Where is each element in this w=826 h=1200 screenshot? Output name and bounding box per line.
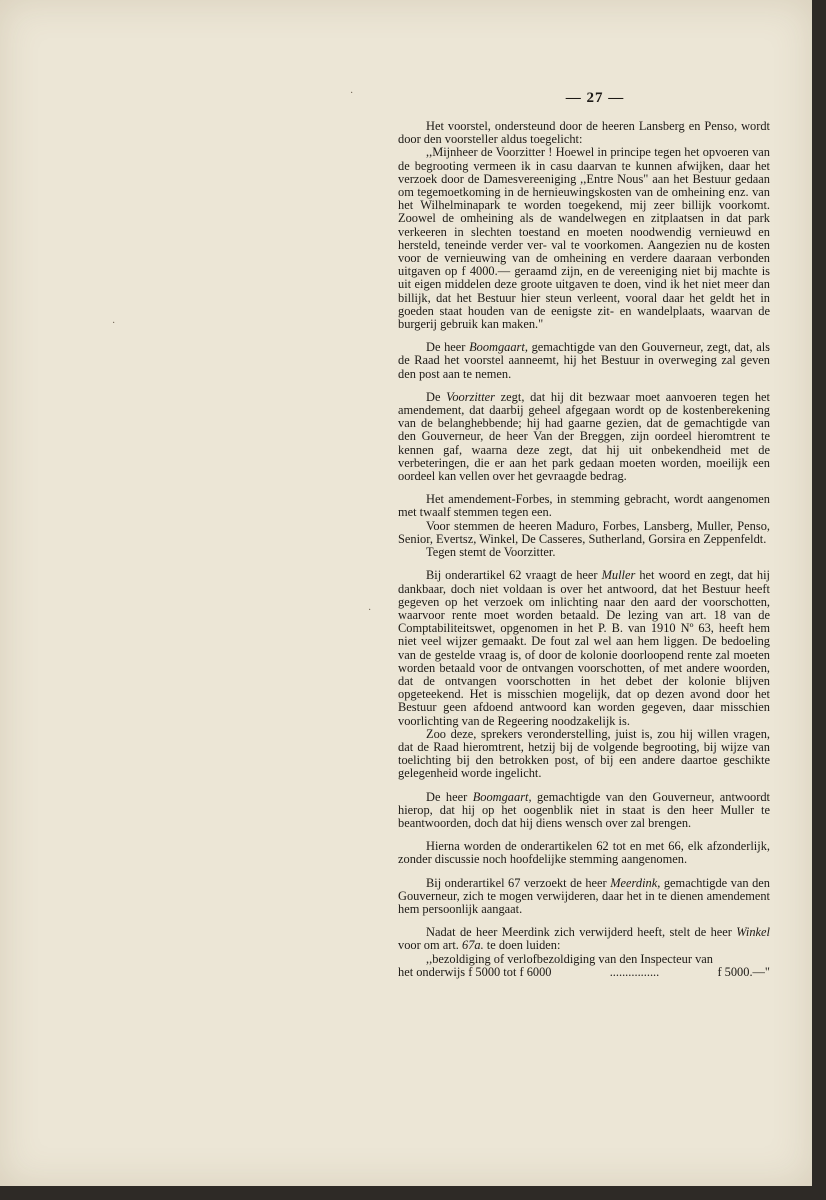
scan-edge-right [812, 0, 826, 1200]
speaker-name: Voorzitter [446, 389, 496, 404]
paragraph-meerdink: Bij onderartikel 67 verzoekt de heer Meerdink, gemachtigde van den Gouverneur, zich te mogen verwijderen, daar het in te dienen amendement hem persoonlijk aangaat. [398, 875, 770, 916]
speaker-name: Boomgaart, [472, 789, 532, 804]
speaker-name: Muller [601, 568, 636, 583]
paragraph-intro [398, 120, 770, 146]
speaker-name: Boomgaart, [469, 340, 528, 355]
scan-speck: · [368, 605, 372, 616]
speaker-name: Winkel [736, 925, 770, 940]
paragraph-boomgaart-2: De heer Boomgaart, gemachtigde van den Gouverneur, antwoordt hierop, dat hij op het oogenblik niet in staat is den heer Muller te beantwoorden, doch dat hij diens wensch over zal brengen. [398, 789, 770, 830]
text-column [398, 120, 770, 979]
paragraph-onderartikelen: Hierna worden de onderartikelen 62 tot en met 66, elk afzonderlijk, zonder discussie noch hoofdelijke stemming aangenomen. [398, 839, 770, 867]
budget-line: het onderwijs f 5000 tot f 6000 ................ f 5000.—" [398, 964, 770, 979]
paragraph-muller-cont: Zoo deze, sprekers veronderstelling, juist is, zou hij willen vragen, dat de Raad hieromtrent, hetzij bij de volgende begrooting, bij wijze van toelichting bij den betrokken post, of bij een andere daartoe geschikte gelegenheid worde ingelicht. [398, 726, 770, 781]
paragraph-quote [398, 146, 770, 331]
paragraph-winkel: Nadat de heer Meerdink zich verwijderd heeft, stelt de heer Winkel voor om art. 67a. te doen luiden: [398, 925, 770, 953]
quote-text: ,,Mijnheer de Voorzitter ! Hoewel in principe tegen het opvoeren van de begrooting vermeen ik in casu daarvan te kunnen afwijken, daar het verzoek door de Damesvereeniging ,,Entre Nous" aan het Bestuur gedaan om tegemoetkoming in de hernieuwingskosten van de omheining enz. van het Wilhelminapark te worden toegekend, mij zeer billijk voorkomt. Zoowel de omheining als de wandelwegen en zitplaatsen in dat park verkeeren in slechten toestand en moeten noodwendig vernieuwd en hersteld, teneinde verder ver- val te voorkomen. Aangezien nu de kosten voor de vernieuwing van de omheining en verdere daaraan verbonden uitgaven op f 4000.— geraamd zijn, en de vereeniging niet bij machte is uit eigen middelen deze groote uitgaven te doen, vind ik het niet meer dan billijk, dat het Bestuur hier steun verleent, vooral daar het geldt het in goeden staat houden van de eenigste zit- en wandelplaats, waarvan de burgerij gebruik kan maken." [398, 145, 770, 332]
paragraph-vote: Het amendement-Forbes, in stemming gebracht, wordt aangenomen met twaalf stemmen tegen een. [398, 492, 770, 520]
speaker-name: Meerdink, [610, 875, 661, 890]
scan-speck: · [350, 88, 354, 99]
paragraph-muller: Bij onderartikel 62 vraagt de heer Muller het woord en zegt, dat hij dankbaar, doch niet voldaan is over het antwoord, dat het Bestuur heeft gegeven op het verzoek om inlichting naar den aard der voorschotten, waarvoor rente moet worden betaald. De lezing van art. 18 van de Comptabiliteitswet, opgenomen in het P. B. van 1910 Nº 63, heeft hem niet veel wijzer gemaakt. De fout zal wel aan hem liggen. De bedoeling van de gestelde vraag is, of door de kolonie doorloopend rente zal moeten worden betaald voor de ontvangen voorschotten, of met andere woorden, dat de ontvangen voorschotten in het debet der kolonie blijven opgeteekend. Het is misschien mogelijk, dat op dezen avond door het Bestuur geen afdoend antwoord kan worden gegeven, daar misschien voorlichting van de Regeering noodzakelijk is. [398, 568, 770, 728]
paragraph-vote-against: Tegen stemt de Voorzitter. [426, 545, 556, 560]
intro-text: Het voorstel, ondersteund door de heeren Lansberg en Penso, wordt door den voorsteller aldus toegelicht: [398, 119, 770, 147]
page-number: — 27 — [565, 90, 625, 106]
paragraph-winkel-quote: ,,bezoldiging of verlofbezoldiging van den Inspecteur van [426, 951, 713, 966]
scan-speck: · [112, 318, 116, 329]
scan-edge-bottom [0, 1186, 826, 1200]
paragraph-voorzitter: De Voorzitter zegt, dat hij dit bezwaar moet aanvoeren tegen het amendement, dat daarbij geheel afgegaan wordt op de kostenberekening van de belanghebbende; hij had gaarne gezien, dat de gemachtigde van den Gouverneur, de heer Van der Breggen, zijn oordeel hieromtrent te kennen gaf, waarna deze zegt, dat hij uit onbekendheid met de verbeteringen, die er aan het park gedaan moeten worden, moeilijk een oordeel kan vellen over het gevraagde bedrag. [398, 389, 770, 484]
paragraph-vote-for: Voor stemmen de heeren Maduro, Forbes, Lansberg, Muller, Penso, Senior, Evertsz, Winkel, De Casseres, Sutherland, Gorsira en Zeppenfeldt. [398, 518, 770, 546]
paragraph-boomgaart-1: De heer Boomgaart, gemachtigde van den Gouverneur, zegt, dat, als de Raad het voorstel aanneemt, hij het Bestuur in overweging zal geven den post aan te nemen. [398, 340, 771, 381]
